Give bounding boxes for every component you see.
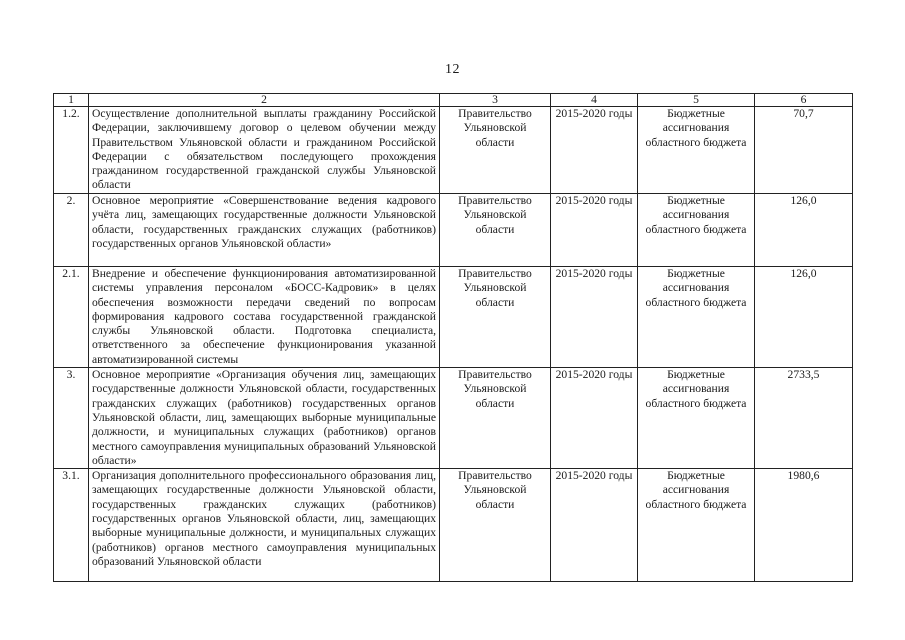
row-description: Внедрение и обеспечение функционирования автоматизированной системы управления персоналом «БОСС-Кадровик» в целях обеспечения возможности передачи сведений по вопросам формирования кадрового состава государственной гражданской службы Ульяновской области. Подготовка специалиста, ответственного за обеспечение функционирования указанной автоматизированной системы: [89, 267, 440, 368]
row-funding-source: Бюджетные ассигнования областного бюджета: [638, 267, 755, 368]
row-amount: 126,0: [755, 267, 853, 368]
column-header: 3: [440, 94, 551, 107]
table-row: [54, 267, 853, 368]
row-period: 2015-2020 годы: [551, 368, 638, 469]
row-period: 2015-2020 годы: [551, 469, 638, 582]
row-executor: Правительство Ульяновской области: [440, 469, 551, 582]
row-executor: Правительство Ульяновской области: [440, 194, 551, 267]
row-executor: Правительство Ульяновской области: [440, 107, 551, 194]
row-description: Организация дополнительного профессионального образования лиц, замещающих государственные должности Ульяновской области, государственных гражданских служащих (работников) государственных органов Ульяновской области, лиц, замещающих выборные муниципальные должности, и муниципальных служащих (работников) органов местного самоуправления муниципальных образований Ульяновской области: [89, 469, 440, 582]
table-row: [54, 469, 853, 582]
table-header-row: [54, 94, 853, 107]
program-activities-table: [53, 93, 853, 582]
row-description: Осуществление дополнительной выплаты гражданину Российской Федерации, заключившему договор о целевом обучении между Правительством Ульяновской области и гражданином Российской Федерации с обязательством последующего прохождения гражданином государственной гражданской службы Ульяновской области: [89, 107, 440, 194]
row-amount: 1980,6: [755, 469, 853, 582]
row-number: 1.2.: [54, 107, 89, 194]
row-description: Основное мероприятие «Совершенствование ведения кадрового учёта лиц, замещающих государственные должности Ульяновской области, государственных гражданских служащих (работников) государственных органов Ульяновской области»: [89, 194, 440, 267]
row-period: 2015-2020 годы: [551, 107, 638, 194]
table-row: [54, 368, 853, 469]
row-executor: Правительство Ульяновской области: [440, 368, 551, 469]
row-funding-source: Бюджетные ассигнования областного бюджета: [638, 194, 755, 267]
row-funding-source: Бюджетные ассигнования областного бюджета: [638, 469, 755, 582]
row-amount: 70,7: [755, 107, 853, 194]
column-header: 5: [638, 94, 755, 107]
row-amount: 126,0: [755, 194, 853, 267]
table-row: [54, 107, 853, 194]
row-period: 2015-2020 годы: [551, 267, 638, 368]
column-header: 1: [54, 94, 89, 107]
row-number: 3.1.: [54, 469, 89, 582]
page-number: 12: [445, 62, 460, 77]
row-period: 2015-2020 годы: [551, 194, 638, 267]
row-number: 2.: [54, 194, 89, 267]
column-header: 2: [89, 94, 440, 107]
row-amount: 2733,5: [755, 368, 853, 469]
row-executor: Правительство Ульяновской области: [440, 267, 551, 368]
row-description: Основное мероприятие «Организация обучения лиц, замещающих государственные должности Ульяновской области, государственных гражданских служащих (работников) государственных органов Ульяновской области, лиц, замещающих выборные муниципальные должности, и муниципальных служащих (работников) органов местного самоуправления муниципальных образований Ульяновской области»: [89, 368, 440, 469]
column-header: 6: [755, 94, 853, 107]
row-funding-source: Бюджетные ассигнования областного бюджета: [638, 368, 755, 469]
column-header: 4: [551, 94, 638, 107]
row-funding-source: Бюджетные ассигнования областного бюджета: [638, 107, 755, 194]
row-number: 3.: [54, 368, 89, 469]
row-number: 2.1.: [54, 267, 89, 368]
table-row: [54, 194, 853, 267]
